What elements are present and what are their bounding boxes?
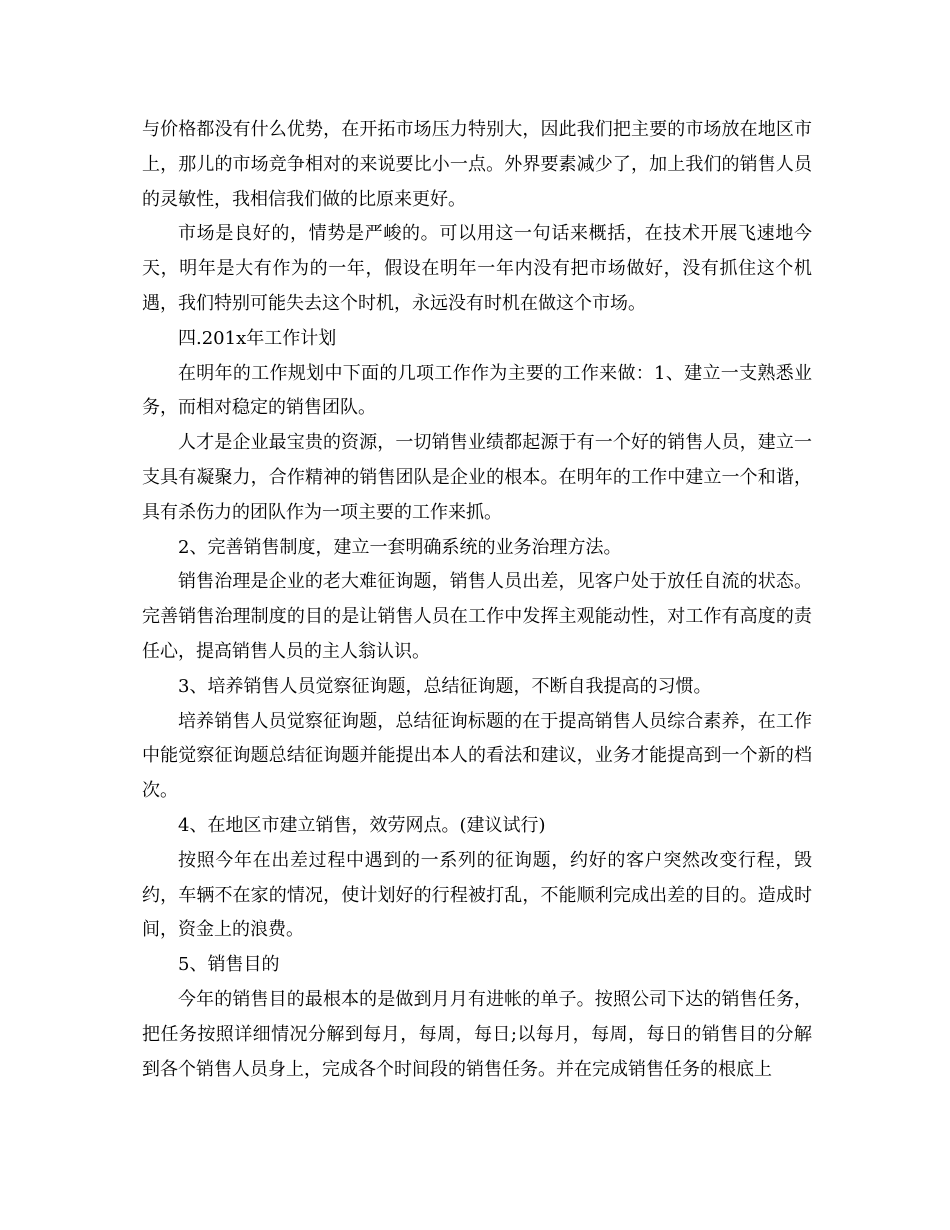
paragraph: 今年的销售目的最根本的是做到月月有进帐的单子。按照公司下达的销售任务，把任务按照详细情况分解到每月，每周，每日;以每月，每周，每日的销售目的分解到各个销售人员身上，完成各个时间段的销售任务。并在完成销售任务的根底上 <box>142 988 812 1080</box>
paragraph: 在明年的工作规划中下面的几项工作作为主要的工作来做：1、建立一支熟悉业务，而相对稳定的销售团队。 <box>142 362 812 419</box>
section-heading: 四.201x年工作计划 <box>178 327 337 349</box>
paragraph: 人才是企业最宝贵的资源，一切销售业绩都起源于有一个好的销售人员，建立一支具有凝聚力，合作精神的销售团队是企业的根本。在明年的工作中建立一个和谐，具有杀伤力的团队作为一项主要的工作来抓。 <box>142 432 812 523</box>
paragraph: 市场是良好的，情势是严峻的。可以用这一句话来概括，在技术开展飞速地今天，明年是大有作为的一年，假设在明年一年内没有把市场做好，没有抓住这个机遇，我们特别可能失去这个时机，永远没有时机在做这个市场。 <box>142 223 812 314</box>
paragraph: 按照今年在出差过程中遇到的一系列的征询题，约好的客户突然改变行程，毁约，车辆不在家的情况，使计划好的行程被打乱，不能顺利完成出差的目的。造成时间，资金上的浪费。 <box>142 849 812 941</box>
list-item-heading: 4、在地区市建立销售，效劳网点。(建议试行) <box>178 814 546 836</box>
list-item-heading: 5、销售目的 <box>178 954 280 976</box>
document-page <box>142 113 812 1087</box>
paragraph: 与价格都没有什么优势，在开拓市场压力特别大，因此我们把主要的市场放在地区市上，那儿的市场竞争相对的来说要比小一点。外界要素减少了，加上我们的销售人员的灵敏性，我相信我们做的比原来更好。 <box>142 119 812 210</box>
list-item-heading: 2、完善销售制度，建立一套明确系统的业务治理方法。 <box>178 536 622 558</box>
paragraph: 销售治理是企业的老大难征询题，销售人员出差，见客户处于放任自流的状态。完善销售治理制度的目的是让销售人员在工作中发挥主观能动性，对工作有高度的责任心，提高销售人员的主人翁认识。 <box>142 571 812 662</box>
paragraph: 培养销售人员觉察征询题，总结征询标题的在于提高销售人员综合素养，在工作中能觉察征询题总结征询题并能提出本人的看法和建议，业务才能提高到一个新的档次。 <box>142 710 812 802</box>
list-item-heading: 3、培养销售人员觉察征询题，总结征询题，不断自我提高的习惯。 <box>178 675 712 697</box>
